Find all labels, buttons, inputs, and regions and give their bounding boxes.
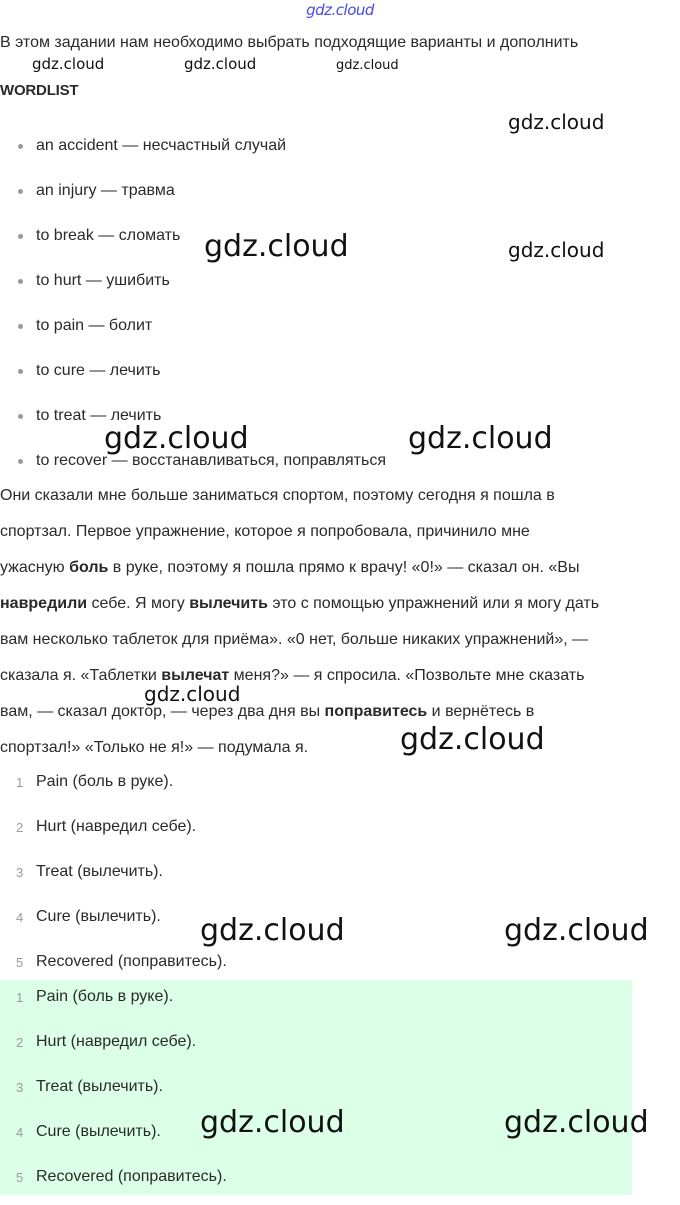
watermark: gdz.cloud — [200, 913, 345, 948]
watermark: gdz.cloud — [200, 1105, 345, 1140]
answer-row: 5 Recovered (поправитесь). — [16, 1168, 227, 1185]
answer-list-highlighted — [0, 980, 632, 1195]
answer-row: 1 Pain (боль в руке). — [16, 773, 174, 790]
story-line: спортзал!» «Только не я!» — подумала я. — [0, 739, 309, 756]
watermark: gdz.cloud — [508, 238, 605, 262]
bullet-icon — [18, 279, 23, 284]
task-intro: В этом задании нам необходимо выбрать подходящие варианты и дополнить — [0, 34, 579, 51]
story-line: сказала я. «Таблетки вылечат меня?» — я спросила. «Позвольте мне сказать — [0, 667, 585, 684]
keyword: поправитесь — [324, 703, 428, 720]
bullet-icon — [18, 234, 23, 239]
bullet-icon — [18, 459, 23, 464]
watermark: gdz.cloud — [508, 110, 605, 134]
wordlist-heading: WORDLIST — [0, 82, 79, 99]
bullet-icon — [18, 414, 23, 419]
bullet-icon — [18, 369, 23, 374]
watermark: gdz.cloud — [104, 421, 249, 456]
watermark: gdz.cloud — [504, 913, 649, 948]
answer-row: 4 Cure (вылечить). — [16, 1123, 161, 1140]
watermark: gdz.cloud — [336, 58, 399, 73]
watermark: gdz.cloud — [32, 55, 105, 73]
watermark-top: gdz.cloud — [306, 1, 374, 19]
story-line: вам несколько таблеток для приёма». «0 нет, больше никаких упражнений», — — [0, 631, 589, 648]
watermark: gdz.cloud — [408, 421, 553, 456]
story-line: вам, — сказал доктор, — через два дня вы поправитесь и вернётесь в — [0, 703, 535, 720]
story-text — [0, 478, 680, 766]
story-line: навредили себе. Я могу вылечить это с помощью упражнений или я могу дать — [0, 595, 600, 612]
answer-row: 4 Cure (вылечить). — [16, 908, 161, 925]
story-line: Они сказали мне больше заниматься спортом, поэтому сегодня я пошла в — [0, 487, 555, 504]
watermark: gdz.cloud — [144, 682, 241, 706]
answer-row: 5 Recovered (поправитесь). — [16, 953, 227, 970]
story-line: ужасную боль в руке, поэтому я пошла прямо к врачу! «0!» — сказал он. «Вы — [0, 559, 580, 576]
answer-row: 3 Treat (вылечить). — [16, 863, 163, 880]
bullet-icon — [18, 324, 23, 329]
watermark: gdz.cloud — [184, 55, 257, 73]
answer-row: 1 Pain (боль в руке). — [16, 988, 174, 1005]
bullet-icon — [18, 189, 23, 194]
watermark: gdz.cloud — [504, 1105, 649, 1140]
watermark: gdz.cloud — [400, 722, 545, 757]
answer-row: 2 Hurt (навредил себе). — [16, 818, 197, 835]
keyword: боль — [69, 559, 109, 576]
story-line: спортзал. Первое упражнение, которое я попробовала, причинило мне — [0, 523, 530, 540]
keyword: вылечить — [189, 595, 268, 612]
keyword: навредили — [0, 595, 88, 612]
answer-row: 3 Treat (вылечить). — [16, 1078, 163, 1095]
watermark: gdz.cloud — [204, 229, 349, 264]
keyword: вылечат — [161, 667, 230, 684]
bullet-icon — [18, 144, 23, 149]
answer-row: 2 Hurt (навредил себе). — [16, 1033, 197, 1050]
